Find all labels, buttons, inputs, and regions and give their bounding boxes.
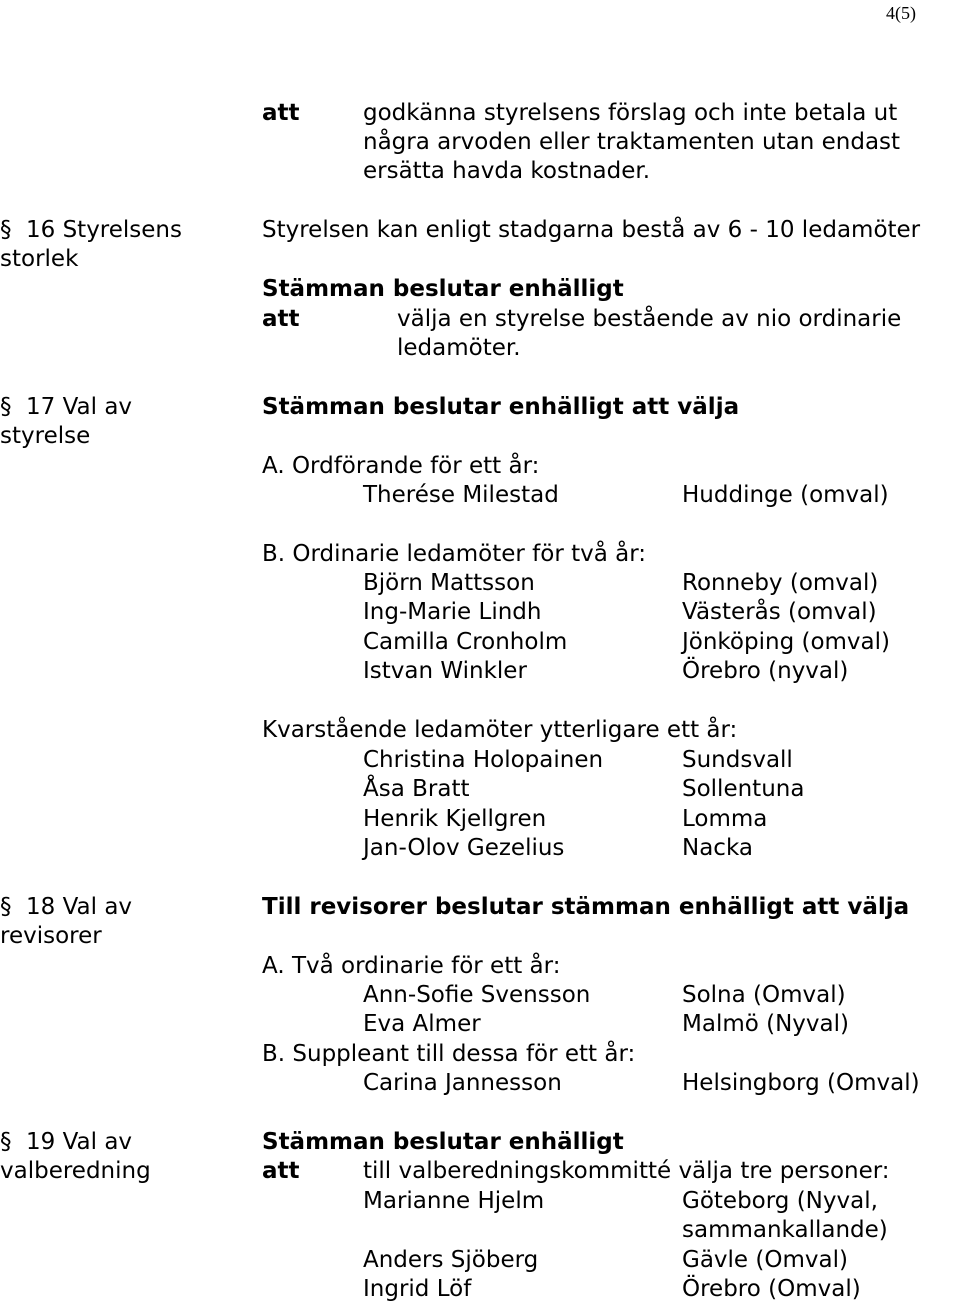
section-18-heading-2: revisorer [0,923,102,949]
person-name: Ingrid Löf [363,1276,472,1302]
person-place: Västerås (omval) [682,599,877,625]
section-16-heading-2: storlek [0,246,79,272]
section-18-a-label: A. Två ordinarie för ett år: [262,953,561,979]
section-19-text: till valberedningskommitté välja tre personer: [363,1158,890,1184]
person-place: Jönköping (omval) [682,629,890,655]
person-name: Åsa Bratt [363,776,470,802]
section-17-decision: Stämman beslutar enhälligt att välja [262,394,740,420]
section-19-decision: Stämman beslutar enhälligt [262,1129,624,1155]
section-19-heading-2: valberedning [0,1158,151,1184]
person-name: Ann-Sofie Svensson [363,982,591,1008]
person-name: Ing-Marie Lindh [363,599,542,625]
person-name: Christina Holopainen [363,747,604,773]
section-symbol: § [0,894,12,920]
page-number: 4(5) [886,3,916,23]
intro-line-2: några arvoden eller traktamenten utan endast [363,129,901,155]
section-17-a-label: A. Ordförande för ett år: [262,453,540,479]
person-name: Camilla Cronholm [363,629,568,655]
person-name: Eva Almer [363,1011,481,1037]
person-place: Solna (Omval) [682,982,846,1008]
section-18-heading: 18 Val av [26,894,133,920]
att-keyword: att [262,1158,300,1184]
section-17-b-label: B. Ordinarie ledamöter för två år: [262,541,647,567]
section-symbol: § [0,1129,12,1155]
person-place: Gävle (Omval) [682,1247,848,1273]
person-name: Björn Mattsson [363,570,535,596]
section-19-heading: 19 Val av [26,1129,133,1155]
section-16-line-1: välja en styrelse bestående av nio ordinarie [397,306,902,332]
intro-line-1: godkänna styrelsens förslag och inte betala ut [363,100,898,126]
section-16-text: Styrelsen kan enligt stadgarna bestå av 6 - 10 ledamöter [262,217,921,243]
person-name: Istvan Winkler [363,658,527,684]
person-place: Lomma [682,806,768,832]
att-keyword: att [262,100,300,126]
person-name: Marianne Hjelm [363,1188,545,1214]
section-symbol: § [0,394,12,420]
section-symbol: § [0,217,12,243]
att-keyword: att [262,306,300,332]
intro-line-3: ersätta havda kostnader. [363,158,651,184]
section-16-line-2: ledamöter. [397,335,521,361]
person-place: Huddinge (omval) [682,482,889,508]
person-name: Jan-Olov Gezelius [363,835,565,861]
section-17-heading: 17 Val av [26,394,133,420]
person-name: Henrik Kjellgren [363,806,547,832]
section-18-b-label: B. Suppleant till dessa för ett år: [262,1041,636,1067]
person-place-continued: sammankallande) [682,1217,888,1243]
person-place: Helsingborg (Omval) [682,1070,920,1096]
person-place: Nacka [682,835,753,861]
section-16-decision: Stämman beslutar enhälligt [262,276,624,302]
person-place: Sundsvall [682,747,793,773]
section-18-decision: Till revisorer beslutar stämman enhälligt att välja [262,894,910,920]
section-17-heading-2: styrelse [0,423,91,449]
person-name: Anders Sjöberg [363,1247,539,1273]
section-17-remaining-label: Kvarstående ledamöter ytterligare ett år: [262,717,738,743]
person-name: Carina Jannesson [363,1070,562,1096]
person-place: Sollentuna [682,776,805,802]
person-place: Malmö (Nyval) [682,1011,849,1037]
person-place: Göteborg (Nyval, [682,1188,878,1214]
person-place: Ronneby (omval) [682,570,879,596]
person-name: Therése Milestad [363,482,559,508]
section-16-heading: 16 Styrelsens [26,217,182,243]
person-place: Örebro (nyval) [682,658,849,684]
person-place: Örebro (Omval) [682,1276,861,1302]
